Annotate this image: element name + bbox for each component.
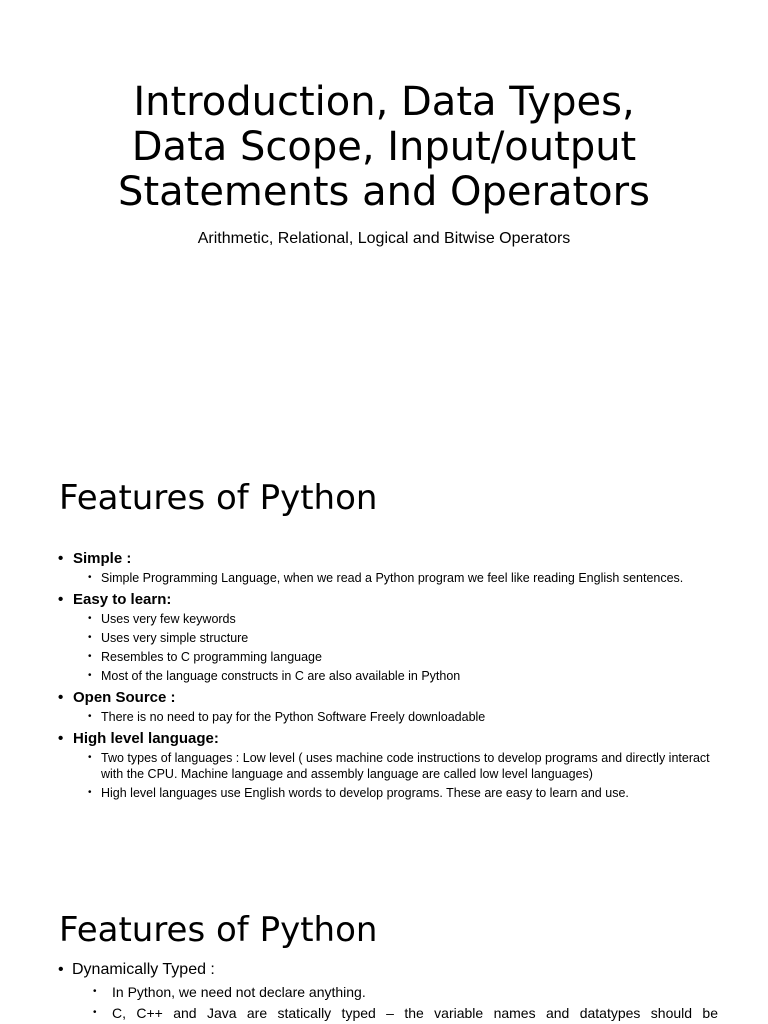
sub-bullet-icon: • xyxy=(93,1007,97,1018)
sub-bullet-icon: • xyxy=(88,651,92,662)
bullet-label: Easy to learn: xyxy=(73,591,172,608)
sub-bullet-text: Two types of languages : Low level ( uses machine code instructions to develop programs and directly interact with the CPU. Machine language and assembly language are called low level languages) xyxy=(101,751,710,781)
sub-bullet-text: Uses very few keywords xyxy=(101,612,236,626)
bullet-item-easy-to-learn xyxy=(58,590,718,684)
bullet-label: Open Source : xyxy=(73,689,176,706)
sub-bullet-icon: • xyxy=(88,613,92,624)
sub-bullet-item xyxy=(73,630,718,646)
bullet-label: Simple : xyxy=(73,550,132,567)
bullet-label: Dynamically Typed : xyxy=(72,961,215,978)
title-line-2: Data Scope, Input/output xyxy=(131,124,637,170)
sub-bullet-list xyxy=(73,709,718,725)
bullet-icon: • xyxy=(58,961,64,978)
sub-bullet-text: Most of the language constructs in C are also available in Python xyxy=(101,669,461,683)
sub-bullet-text: C, C++ and Java are statically typed – the variable names and datatypes should be xyxy=(112,1005,718,1021)
sub-bullet-item xyxy=(73,570,718,586)
title-line-3: Statements and Operators xyxy=(118,169,650,215)
bullet-icon: • xyxy=(58,591,64,608)
sub-bullet-icon: • xyxy=(88,670,92,681)
slide-heading: Features of Python xyxy=(59,910,378,950)
bullet-item-simple xyxy=(58,549,718,586)
sub-bullet-icon: • xyxy=(88,711,92,722)
slide-title-main xyxy=(40,80,728,215)
sub-bullet-icon: • xyxy=(88,787,92,798)
features-slide-2 xyxy=(0,864,768,1024)
sub-bullet-text: There is no need to pay for the Python Software Freely downloadable xyxy=(101,710,486,724)
bullet-item-high-level-language xyxy=(58,729,718,801)
sub-bullet-text: Resembles to C programming language xyxy=(101,650,322,664)
bullet-icon: • xyxy=(58,550,64,567)
sub-bullet-text: In Python, we need not declare anything. xyxy=(112,984,366,1000)
bullet-list xyxy=(58,960,718,1024)
sub-bullet-list xyxy=(73,611,718,684)
bullet-item-dynamically-typed xyxy=(58,960,718,1023)
sub-bullet-text: High level languages use English words to develop programs. These are easy to learn and use. xyxy=(101,786,629,800)
bullet-item-open-source xyxy=(58,688,718,725)
slide-subtitle: Arithmetic, Relational, Logical and Bitwise Operators xyxy=(197,230,571,247)
sub-bullet-item xyxy=(73,611,718,627)
sub-bullet-item xyxy=(72,1003,718,1023)
bullet-icon: • xyxy=(58,689,64,706)
sub-bullet-text: Uses very simple structure xyxy=(101,631,249,645)
sub-bullet-item xyxy=(73,785,718,801)
sub-bullet-text: Simple Programming Language, when we read a Python program we feel like reading English sentences. xyxy=(101,571,684,585)
sub-bullet-list xyxy=(73,750,718,801)
sub-bullet-icon: • xyxy=(93,986,97,997)
title-line-1: Introduction, Data Types, xyxy=(133,79,635,125)
sub-bullet-icon: • xyxy=(88,572,92,583)
sub-bullet-item xyxy=(72,982,718,1002)
sub-bullet-list xyxy=(73,570,718,586)
sub-bullet-item xyxy=(73,709,718,725)
title-slide xyxy=(0,0,768,432)
sub-bullet-icon: • xyxy=(88,632,92,643)
sub-bullet-item xyxy=(73,750,718,782)
bullet-icon: • xyxy=(58,730,64,747)
sub-bullet-icon: • xyxy=(88,752,92,763)
features-slide-1 xyxy=(0,432,768,864)
sub-bullet-item xyxy=(73,649,718,665)
bullet-label: High level language: xyxy=(73,730,219,747)
slide-heading: Features of Python xyxy=(59,478,378,518)
sub-bullet-list xyxy=(72,982,718,1023)
sub-bullet-item xyxy=(73,668,718,684)
bullet-list xyxy=(58,549,718,804)
